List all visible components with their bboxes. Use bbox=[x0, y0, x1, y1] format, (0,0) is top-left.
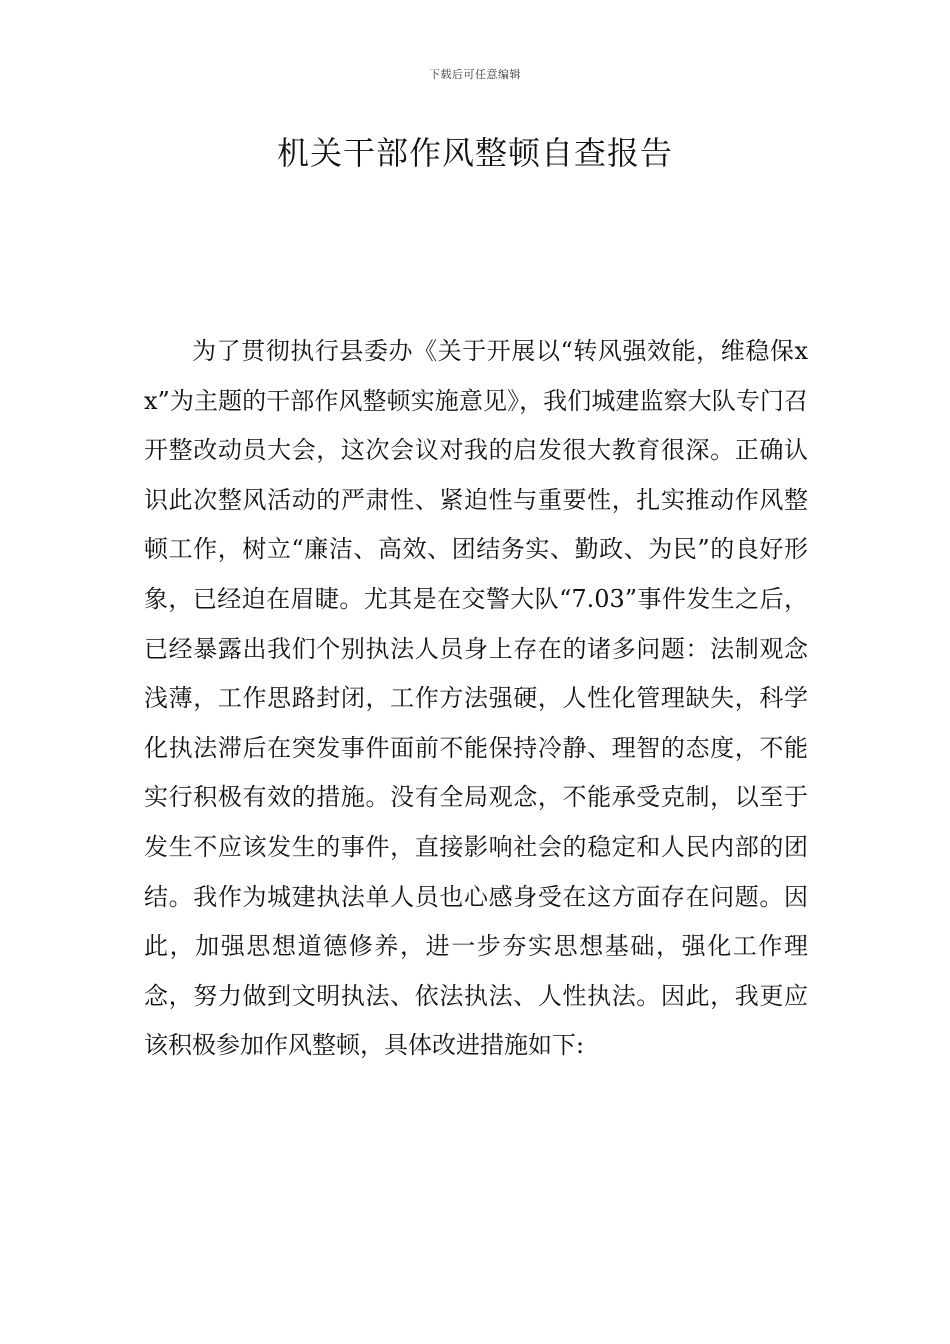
body-paragraph: 为了贯彻执行县委办《关于开展以“转风强效能，维稳保xx”为主题的干部作风整顿实施意见》，我们城建监察大队专门召开整改动员大会，这次会议对我的启发很大教育很深。正确认识此次整风活动的严肃性、紧迫性与重要性，扎实推动作风整顿工作，树立“廉洁、高效、团结务实、勤政、为民”的良好形象，已经迫在眉睫。尤其是在交警大队“7.03”事件发生之后，已经暴露出我们个别执法人员身上存在的诸多问题：法制观念浅薄，工作思路封闭，工作方法强硬，人性化管理缺失，科学化执法滞后在突发事件面前不能保持冷静、理智的态度，不能实行积极有效的措施。没有全局观念，不能承受克制，以至于发生不应该发生的事件，直接影响社会的稳定和人民内部的团结。我作为城建执法单人员也心感身受在这方面存在问题。因此，加强思想道德修养，进一步夯实思想基础，强化工作理念，努力做到文明执法、依法执法、人性执法。因此，我更应该积极参加作风整顿，具体改进措施如下: bbox=[144, 337, 808, 1060]
header-note: 下载后可任意编辑 bbox=[429, 68, 521, 81]
document-title: 机关干部作风整顿自查报告 bbox=[276, 134, 673, 172]
